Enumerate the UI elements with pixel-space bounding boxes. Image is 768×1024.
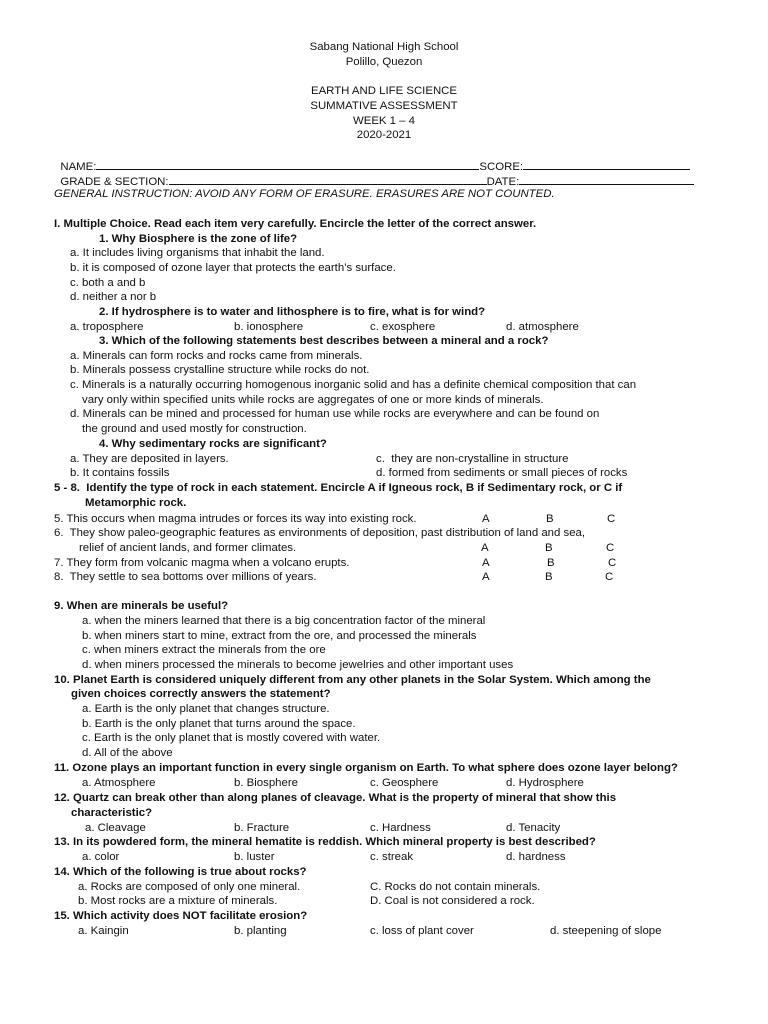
q10-stem-continued: given choices correctly answers the statement? [71, 688, 331, 700]
q1-choice-a[interactable]: a. It includes living organisms that inhabit the land. [70, 247, 325, 259]
q3-choice-c[interactable]: c. Minerals is a naturally occurring homogenous inorganic solid and has a definite chemical composition that can [70, 379, 637, 391]
q15-choice-a[interactable]: a. Kaingin [78, 925, 129, 937]
q4-choice-a[interactable]: a. They are deposited in layers. [70, 453, 229, 465]
q13-choice-a[interactable]: a. color [82, 851, 120, 863]
q12-choice-a[interactable]: a. Cleavage [85, 822, 146, 834]
q10-stem: 10. Planet Earth is considered uniquely different from any other planets in the Solar System. Which among the [54, 674, 651, 686]
q11-choice-c[interactable]: c. Geosphere [370, 777, 439, 789]
part1-instruction: I. Multiple Choice. Read each item very carefully. Encircle the letter of the correct answer. [54, 218, 537, 230]
q3-choice-a[interactable]: a. Minerals can form rocks and rocks came from minerals. [70, 350, 363, 362]
grade-section-blank[interactable] [169, 173, 487, 185]
q7-choice-b[interactable]: B [547, 557, 555, 569]
q9-stem: 9. When are minerals be useful? [54, 600, 229, 612]
q13-stem: 13. In its powdered form, the mineral hematite is reddish. Which mineral property is best described? [54, 836, 596, 848]
q4-choice-b[interactable]: b. It contains fossils [70, 467, 170, 479]
q7-choice-c[interactable]: C [608, 557, 617, 569]
q3-choice-b[interactable]: b. Minerals possess crystalline structure while rocks do not. [70, 364, 370, 376]
q9-choice-b[interactable]: b. when miners start to mine, extract from the ore, and processed the minerals [82, 630, 477, 642]
q7-statement: 7. They form from volcanic magma when a volcano erupts. [54, 557, 350, 569]
q13-choice-d[interactable]: d. hardness [506, 851, 566, 863]
q9-choice-a[interactable]: a. when the miners learned that there is a big concentration factor of the mineral [82, 615, 486, 627]
q1-stem: 1. Why Biosphere is the zone of life? [99, 233, 298, 245]
q5-statement: 5. This occurs when magma intrudes or forces its way into existing rock. [54, 513, 417, 525]
q11-choice-d[interactable]: d. Hydrosphere [506, 777, 584, 789]
q15-stem: 15. Which activity does NOT facilitate erosion? [54, 910, 308, 922]
date-blank[interactable] [519, 173, 694, 185]
q9-choice-d[interactable]: d. when miners processed the minerals to become jewelries and other important uses [82, 659, 514, 671]
score-label: SCORE: [479, 160, 524, 173]
q6-statement: 6. They show paleo-geographic features as environments of deposition, past distribution of land and sea, [54, 527, 586, 539]
q11-choice-b[interactable]: b. Biosphere [234, 777, 298, 789]
q14-choice-a[interactable]: a. Rocks are composed of only one mineral. [78, 881, 301, 893]
q13-choice-b[interactable]: b. luster [234, 851, 275, 863]
q12-choice-b[interactable]: b. Fracture [234, 822, 290, 834]
q4-stem: 4. Why sedimentary rocks are significant? [99, 438, 327, 450]
q5-choice-b[interactable]: B [546, 513, 554, 525]
q7-choice-a[interactable]: A [482, 557, 490, 569]
part2-instruction: 5 - 8. Identify the type of rock in each statement. Encircle A if Igneous rock, B if Sedimentary rock, or C if [54, 482, 623, 494]
q6-choice-c[interactable]: C [606, 542, 615, 554]
q15-choice-c[interactable]: c. loss of plant cover [370, 925, 474, 937]
q5-choice-a[interactable]: A [482, 513, 490, 525]
q10-choice-d[interactable]: d. All of the above [82, 747, 173, 759]
q3-choice-d[interactable]: d. Minerals can be mined and processed for human use while rocks are everywhere and can be found on [70, 408, 600, 420]
q11-stem: 11. Ozone plays an important function in every single organism on Earth. To what sphere does ozone layer belong? [54, 762, 678, 774]
q1-choice-d[interactable]: d. neither a nor b [70, 291, 157, 303]
q10-choice-b[interactable]: b. Earth is the only planet that turns around the space. [82, 718, 356, 730]
q3-choice-c-continued: vary only within specified units while rocks are aggregates of one or more kinds of minerals. [82, 394, 544, 406]
q15-choice-b[interactable]: b. planting [234, 925, 287, 937]
q2-choice-b[interactable]: b. ionosphere [234, 321, 304, 333]
school-location: Polillo, Quezon [345, 56, 423, 68]
q14-stem: 14. Which of the following is true about rocks? [54, 866, 307, 878]
part2-instruction-continued: Metamorphic rock. [85, 497, 187, 509]
general-instruction: GENERAL INSTRUCTION: AVOID ANY FORM OF ERASURE. ERASURES ARE NOT COUNTED. [54, 188, 555, 200]
q4-choice-d[interactable]: d. formed from sediments or small pieces of rocks [376, 467, 628, 479]
name-label: NAME: [60, 160, 97, 173]
q14-choice-b[interactable]: b. Most rocks are a mixture of minerals. [78, 895, 278, 907]
q6-choice-b[interactable]: B [545, 542, 553, 554]
q8-choice-a[interactable]: A [482, 571, 490, 583]
grade-field-row [54, 158, 694, 189]
q12-stem: 12. Quartz can break other than along planes of cleavage. What is the property of mineral that show this [54, 792, 617, 804]
q8-statement: 8. They settle to sea bottoms over millions of years. [54, 571, 317, 583]
q6-statement-continued: relief of ancient lands, and former climates. [79, 542, 297, 554]
date-label: DATE: [486, 175, 520, 188]
assessment-title: SUMMATIVE ASSESSMENT [310, 100, 458, 112]
q9-choice-c[interactable]: c. when miners extract the minerals from the ore [82, 644, 326, 656]
q14-choice-d[interactable]: D. Coal is not considered a rock. [370, 895, 535, 907]
q3-stem: 3. Which of the following statements best describes between a mineral and a rock? [99, 335, 549, 347]
q2-choice-c[interactable]: c. exosphere [370, 321, 436, 333]
grade-section-label: GRADE & SECTION: [60, 175, 169, 188]
q10-choice-c[interactable]: c. Earth is the only planet that is mostly covered with water. [82, 732, 381, 744]
q2-choice-a[interactable]: a. troposphere [70, 321, 144, 333]
q12-choice-d[interactable]: d. Tenacity [506, 822, 561, 834]
q3-choice-d-continued: the ground and used mostly for construction. [82, 423, 307, 435]
q14-choice-c[interactable]: C. Rocks do not contain minerals. [370, 881, 541, 893]
school-name: Sabang National High School [309, 41, 459, 53]
q8-choice-c[interactable]: C [605, 571, 614, 583]
q4-choice-c[interactable]: c. they are non-crystalline in structure [376, 453, 569, 465]
q12-choice-c[interactable]: c. Hardness [370, 822, 431, 834]
school-year: 2020-2021 [356, 129, 412, 141]
q2-stem: 2. If hydrosphere is to water and lithosphere is to fire, what is for wind? [99, 306, 486, 318]
week-range: WEEK 1 – 4 [352, 115, 416, 127]
q6-choice-a[interactable]: A [481, 542, 489, 554]
q11-choice-a[interactable]: a. Atmosphere [82, 777, 156, 789]
q13-choice-c[interactable]: c. streak [370, 851, 414, 863]
q15-choice-d[interactable]: d. steepening of slope [550, 925, 662, 937]
q12-stem-continued: characteristic? [71, 807, 153, 819]
q10-choice-a[interactable]: a. Earth is the only planet that changes structure. [82, 703, 330, 715]
q1-choice-c[interactable]: c. both a and b [70, 277, 146, 289]
q8-choice-b[interactable]: B [545, 571, 553, 583]
q1-choice-b[interactable]: b. it is composed of ozone layer that protects the earth’s surface. [70, 262, 396, 274]
subject-title: EARTH AND LIFE SCIENCE [310, 85, 457, 97]
q5-choice-c[interactable]: C [607, 513, 616, 525]
q2-choice-d[interactable]: d. atmosphere [506, 321, 579, 333]
